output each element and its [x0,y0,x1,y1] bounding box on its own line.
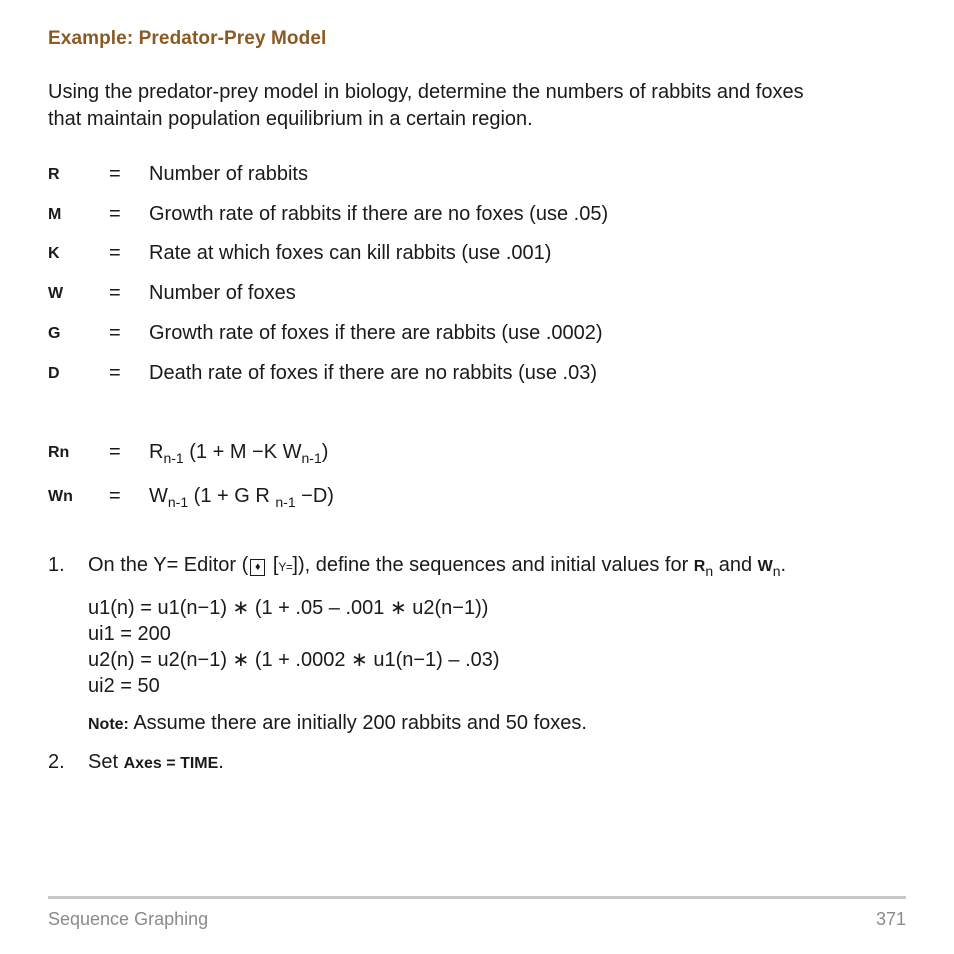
diamond-key-icon: ♦ [250,559,265,576]
equation-symbol: Wn [48,488,73,505]
definition-symbol: W [48,285,64,302]
equation-equals: = [109,441,121,463]
equation-equals: = [109,485,121,507]
definition-symbol: R [48,166,60,183]
equation-symbol: Rn [48,444,70,461]
definition-equals: = [109,163,121,185]
definition-equals: = [109,322,121,344]
definition-equals: = [109,242,121,264]
definition-text: Growth rate of rabbits if there are no foxes (use .05) [149,203,609,225]
y-editor-key-icon: [Y=] [272,554,298,576]
note-label: Note: [88,716,129,733]
step-number: 1. [48,554,65,576]
equation-expression: $W_{n-1}$ (1 + G R $_{n-1}$ −D) [149,485,334,510]
definition-symbol: M [48,206,62,223]
definition-text: Growth rate of foxes if there are rabbits (use .0002) [149,322,603,344]
definition-equals: = [109,282,121,304]
step-text: Set Axes = TIME. [88,751,224,773]
definition-text: Rate at which foxes can kill rabbits (use .001) [149,242,552,264]
example-title: Example: Predator-Prey Model [48,28,327,49]
definition-text: Number of foxes [149,282,296,304]
definition-symbol: K [48,245,60,262]
step-text: On the Y= Editor ( ♦ [Y=]), define the sequences and initial values for $R_n$ and $W_n$. [88,554,787,579]
definition-text: Death rate of foxes if there are no rabbits (use .03) [149,362,598,384]
code-line: u2(n) = u2(n−1) ∗ (1 + .0002 ∗ u1(n−1) – .03) [88,649,500,671]
definition-text: Number of rabbits [149,163,308,185]
equation-expression: $R_{n-1}$ (1 + M −K $W_{n-1}$) [149,441,329,466]
footer-section-name: Sequence Graphing [48,909,209,929]
intro-line-2: that maintain population equilibrium in a certain region. [48,108,533,130]
intro-paragraph [48,79,908,133]
definition-equals: = [109,203,121,225]
step-number: 2. [48,751,65,773]
note-text: Assume there are initially 200 rabbits and 50 foxes. [128,712,587,734]
footer-divider [48,896,906,899]
definition-symbol: G [48,325,61,342]
note [88,712,587,735]
definition-equals: = [109,362,121,384]
footer-page-number: 371 [875,909,906,929]
sequence-definitions [88,595,500,699]
code-line: ui2 = 50 [88,675,160,697]
intro-line-1: Using the predator-prey model in biology, determine the numbers of rabbits and foxes [48,81,804,103]
axes-setting: Axes = TIME [123,755,219,772]
code-line: u1(n) = u1(n−1) ∗ (1 + .05 – .001 ∗ u2(n−1)) [88,597,489,619]
code-line: ui1 = 200 [88,623,171,645]
definition-symbol: D [48,365,60,382]
